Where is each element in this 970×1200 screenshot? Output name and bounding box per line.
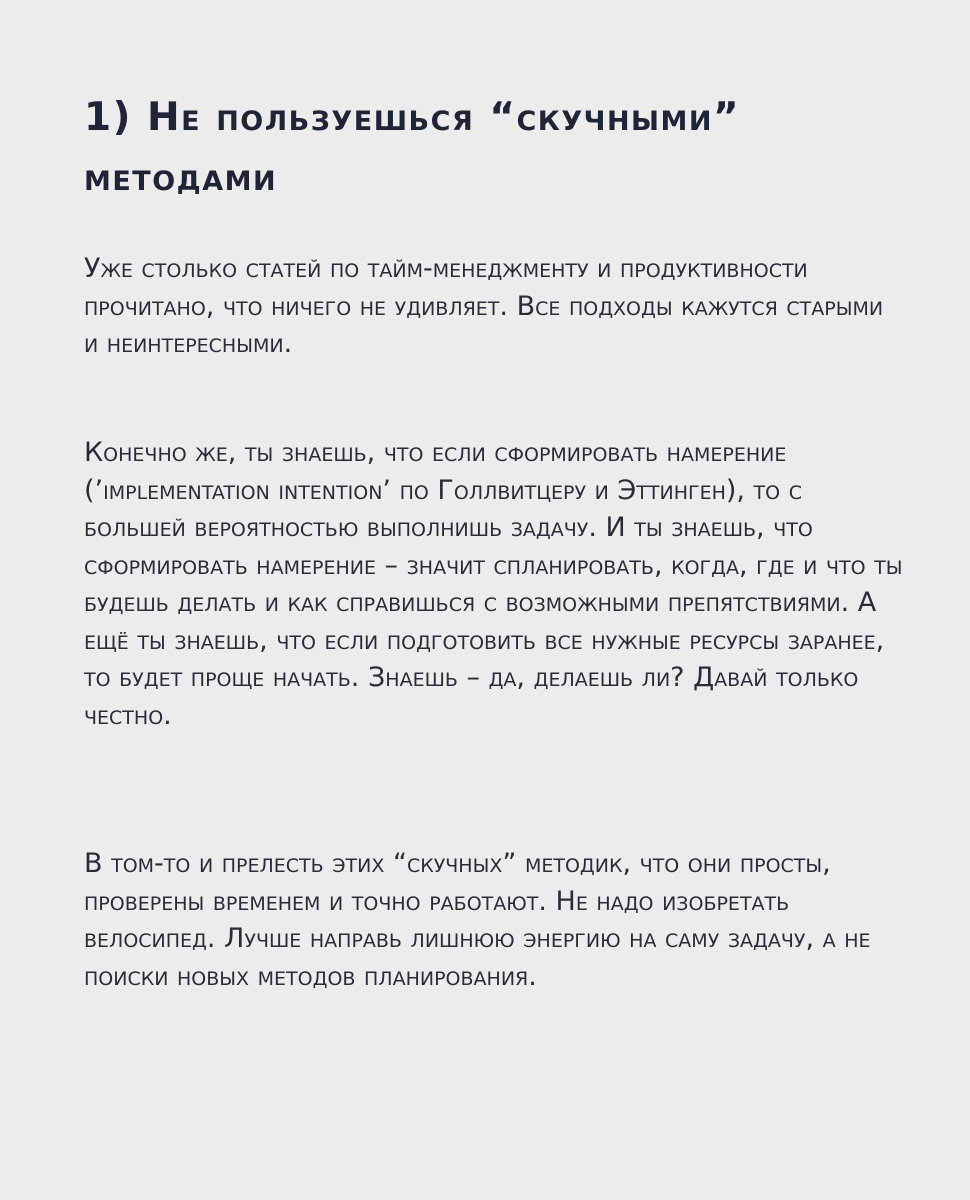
article-paragraph-3: В том-то и прелесть этих “скучных” методик, что они просты, проверены временем и точно работают. Не надо изобретать велосипед. Лучше направь лишнюю энергию на саму задачу, а не поиски новых методов планирования.: [84, 848, 871, 992]
article-title: 1) Не пользуешься “скучными” методами: [84, 95, 741, 200]
article-paragraph-2: Конечно же, ты знаешь, что если сформировать намерение (’implementation intention’ по Голлвитцеру и Эттинген), то с большей вероятностью выполнишь задачу. И ты знаешь, что сформировать намерение – значит спланировать, когда, где и что ты будешь делать и как справишься с возможными препятствиями. А ещё ты знаешь, что если подготовить все нужные ресурсы заранее, то будет проще начать. Знаешь – да, делаешь ли? Давай только честно.: [84, 437, 903, 731]
article-paragraph-1: Уже столько статей по тайм-менеджменту и продуктивности прочитано, что ничего не удивляет. Все подходы кажутся старыми и неинтересными.: [84, 253, 884, 359]
